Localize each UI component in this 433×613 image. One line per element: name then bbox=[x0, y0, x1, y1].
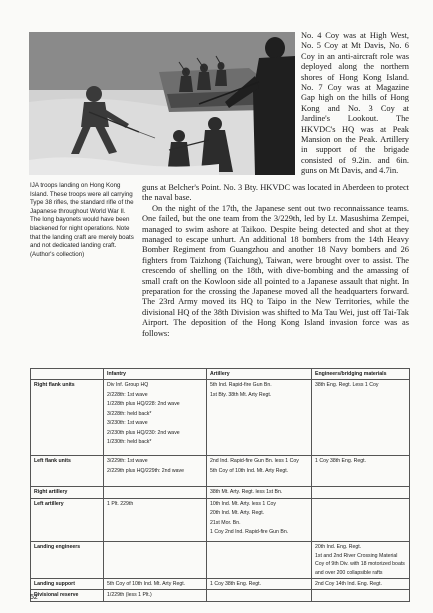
troops-landing-photo bbox=[29, 32, 295, 175]
infantry-cell bbox=[104, 541, 207, 578]
table-row bbox=[31, 456, 410, 487]
cell-line: 2/229th plus HQ/229th: 2nd wave bbox=[107, 467, 184, 474]
cell-line: 10th Ind. Mt. Arty. less 1 Coy bbox=[210, 500, 276, 507]
header-unit bbox=[31, 369, 104, 380]
table-row bbox=[31, 578, 410, 589]
artillery-cell bbox=[207, 498, 312, 541]
artillery-cell bbox=[207, 590, 312, 601]
cell-line: 3/228th: held back* bbox=[107, 410, 152, 417]
engineers-cell bbox=[312, 590, 410, 601]
header-artillery: Artillery bbox=[207, 369, 312, 380]
cell-line: 38th Mt. Arty. Regt. less 1st Bn. bbox=[210, 489, 283, 496]
engineers-cell bbox=[312, 498, 410, 541]
table-row bbox=[31, 380, 410, 456]
artillery-cell bbox=[207, 541, 312, 578]
page-number: 52 bbox=[30, 594, 38, 601]
table-row bbox=[31, 498, 410, 541]
engineers-cell bbox=[312, 541, 410, 578]
side-column-text: No. 4 Coy was at High West, No. 5 Coy at Mt Davis, No. 6 Coy in an anti-aircraft role was deployed along the northern shores of Hong Kong Island. No. 7 Coy was at Magazine Gap high on the hills of Hong Kong and No. 3 Coy at Jardine's Lookout. The HKVDC's HQ was at Peak Mansion on the Peak. Artillery in support of the brigade consisted of 9.2in. and 6in. guns on Mt Davis, and 4.7in. bbox=[301, 31, 409, 176]
artillery-cell bbox=[207, 487, 312, 498]
infantry-cell bbox=[104, 578, 207, 589]
cell-line: 1 Plt. 229th bbox=[107, 500, 134, 507]
cell-line: 3/230th: 1st wave bbox=[107, 420, 148, 427]
caption-text: IJA troops landing on Hong Kong Island. These troops were all carrying Type 38 rifles, the standard rifle of the Japanese throughout World War II. The long bayonets would have been blackened for night operations. Note that the landing craft are merely boats and not dedicated landing craft. (Author's collection) bbox=[30, 182, 134, 258]
photo-illustration bbox=[29, 32, 295, 175]
artillery-cell bbox=[207, 456, 312, 487]
cell-line: 1st and 2nd River Crossing Material Coy of 9th Div. with 18 motorized boats and over 200 collapsible rafts bbox=[315, 553, 405, 576]
cell-line: 38th Eng. Regt. Less 1 Coy bbox=[315, 382, 379, 389]
engineers-cell bbox=[312, 456, 410, 487]
row-unit-label: Left flank units bbox=[31, 456, 104, 487]
row-unit-label: Left artillery bbox=[31, 498, 104, 541]
paragraph-night-of-17th: On the night of the 17th, the Japanese sent out two reconnaissance teams. One failed, but the one team from the 3/229th, led by Lt. Masushima Zempei, managed to swim ashore at Taikoo. Despite being detected and shot at they managed to escape unhurt. An additional 18 bombers from the 14th Heavy Bomber Regiment from Guangzhou and another 18 Navy bombers and 26 fighters from Taizhong (Taichung), Taiwan, were brought over to assist. The crescendo of shelling on the 18th, with dive-bombing and the amassing of small craft on the Kowloon side all pointed to a Japanese assault that night. In preparation for the crossing the Japanese moved all the headquarters forward. The 23rd Army moved its HQ to Taipo in the New Territories, while the divisional HQ of the 38th Division was shifted to Ma Tau Wei, just off Tai-Tak Airport. The deposition of the Hong Kong Island invasion force was as follows: bbox=[142, 203, 409, 338]
cell-line: 1 Coy 38th Eng. Regt. bbox=[210, 580, 262, 587]
cell-line: 5th Ind. Rapid-fire Gun Bn. bbox=[210, 382, 272, 389]
artillery-cell bbox=[207, 578, 312, 589]
cell-line: 1 Coy 2nd Ind. Rapid-fire Gun Bn. bbox=[210, 529, 289, 536]
cell-line: 2/230th plus HQ/230: 2nd wave bbox=[107, 429, 180, 436]
cell-line: 3/229th: 1st wave bbox=[107, 458, 148, 465]
invasion-force-table bbox=[30, 368, 410, 602]
infantry-cell bbox=[104, 590, 207, 601]
photo-caption bbox=[30, 182, 136, 259]
cell-line: 20th Ind. Mt. Arty. Regt. bbox=[210, 510, 265, 517]
paragraph-continuation: guns at Belcher's Point. No. 3 Bty. HKVDC was located in Aberdeen to protect the naval base. bbox=[142, 183, 409, 203]
header-infantry: Infantry bbox=[104, 369, 207, 380]
table-row bbox=[31, 541, 410, 578]
cell-line: 2nd Coy 14th Ind. Eng. Regt. bbox=[315, 580, 382, 587]
artillery-cell bbox=[207, 380, 312, 456]
cell-line: 1 Coy 38th Eng. Regt. bbox=[315, 458, 367, 465]
infantry-cell bbox=[104, 380, 207, 456]
header-engineers: Engineers/bridging materials bbox=[312, 369, 410, 380]
cell-line: 1st Bty. 38th Mt. Arty Regt. bbox=[210, 391, 272, 398]
cell-line: 2/228th: 1st wave bbox=[107, 391, 148, 398]
row-unit-label: Landing engineers bbox=[31, 541, 104, 578]
row-unit-label: Landing support bbox=[31, 578, 104, 589]
cell-line: 21st Mor. Bn. bbox=[210, 519, 241, 526]
table-header-row bbox=[31, 369, 410, 380]
infantry-cell bbox=[104, 487, 207, 498]
cell-line: 1/228th plus HQ/228: 2nd wave bbox=[107, 401, 180, 408]
cell-line: 2nd Ind. Rapid-fire Gun Bn. less 1 Coy bbox=[210, 458, 299, 465]
row-unit-label: Right artillery bbox=[31, 487, 104, 498]
cell-line: 1/230th: held back* bbox=[107, 439, 152, 446]
cell-line: 5th Coy of 10th Ind. Mt. Arty Regt. bbox=[210, 467, 289, 474]
cell-line: 1/229th (less 1 Plt.) bbox=[107, 592, 152, 599]
row-unit-label: Right flank units bbox=[31, 380, 104, 456]
engineers-cell bbox=[312, 578, 410, 589]
cell-line: 20th Ind. Eng. Regt. bbox=[315, 543, 362, 550]
engineers-cell bbox=[312, 380, 410, 456]
table-row bbox=[31, 487, 410, 498]
engineers-cell bbox=[312, 487, 410, 498]
infantry-cell bbox=[104, 456, 207, 487]
main-body-text bbox=[142, 183, 409, 339]
cell-line: 5th Coy of 10th Ind. Mt. Arty Regt. bbox=[107, 580, 186, 587]
cell-line: Div Inf. Group HQ bbox=[107, 382, 149, 389]
infantry-cell bbox=[104, 498, 207, 541]
row-unit-label: Divisional reserve bbox=[31, 590, 104, 601]
table-row bbox=[31, 590, 410, 601]
